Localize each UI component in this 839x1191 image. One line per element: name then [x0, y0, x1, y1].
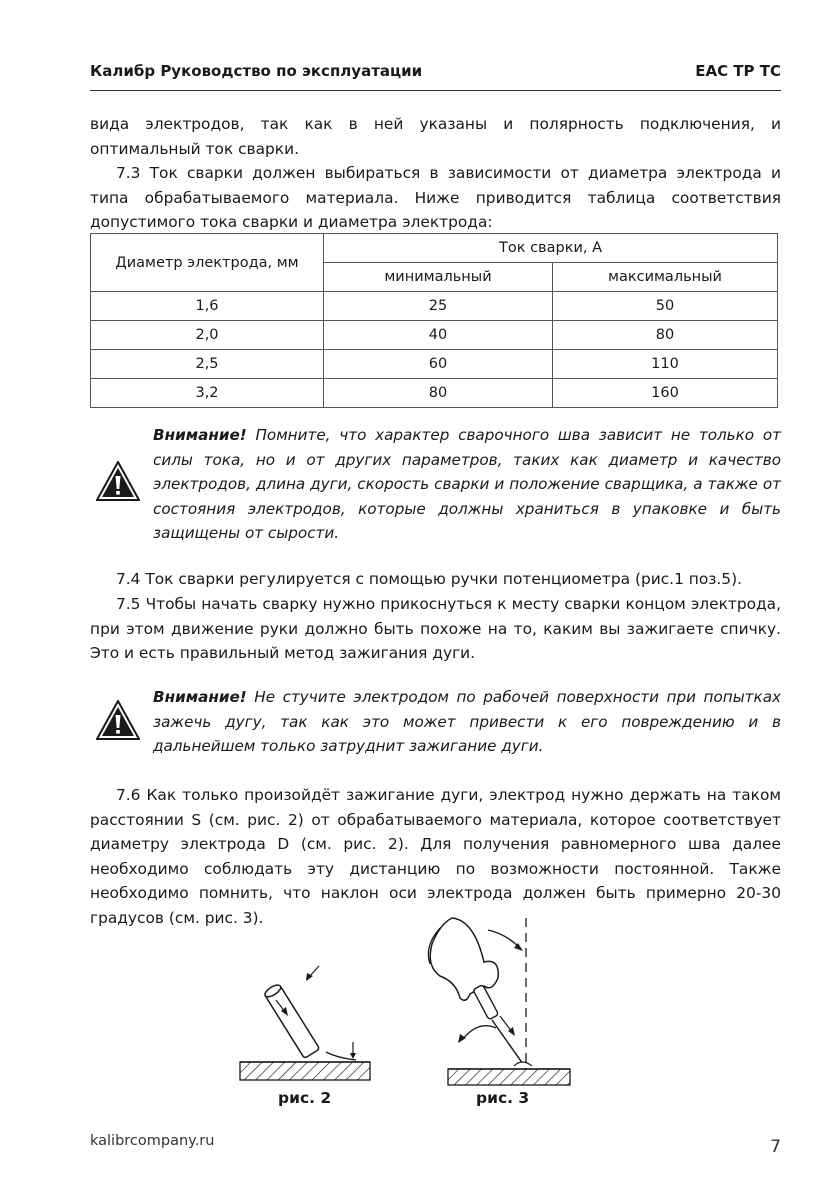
cell-max: 50 [553, 292, 778, 321]
cell-min: 80 [324, 379, 553, 408]
col-header-max: максимальный [553, 263, 778, 292]
current-table [90, 233, 778, 408]
cell-diameter: 2,0 [91, 321, 324, 350]
warning-icon [96, 700, 140, 740]
warning-label: Внимание! [153, 688, 247, 706]
figure-3-caption: рис. 3 [476, 1089, 530, 1107]
header-title: Калибр Руководство по эксплуатации [90, 62, 423, 80]
col-header-current: Ток сварки, А [324, 234, 778, 263]
paragraph-7-6: 7.6 Как только произойдёт зажигание дуги, электрод нужно держать на таком расстоянии S (см. рис. 2) от обрабатываемого материала, которое соответствует диаметру электрода D (см. рис. 2). Для получения равномерного шва далее необходимо соблюдать эту дистанцию по возможности постоянной. Также необходимо помнить, что наклон оси электрода должен быть примерно 20-30 градусов (см. рис. 3). [90, 786, 781, 927]
cell-max: 110 [553, 350, 778, 379]
warning-text: Не стучите электродом по рабочей поверхности при попытках зажечь дугу, так как это может привести к его повреждению и в дальнейшем только затруднит зажигание дуги. [153, 688, 781, 755]
table-row [91, 321, 778, 350]
intro-continuation: вида электродов, так как в ней указаны и полярность подключения, и оптимальный ток сварки. [90, 115, 781, 158]
page-number: 7 [770, 1137, 781, 1157]
warning-attention-2 [153, 685, 781, 759]
cell-max: 160 [553, 379, 778, 408]
figure-3-electrode-angle [428, 918, 570, 1085]
table-row [91, 379, 778, 408]
col-header-min: минимальный [324, 263, 553, 292]
warning-label: Внимание! [153, 426, 247, 444]
warning-text: Помните, что характер сварочного шва зависит не только от силы тока, но и от других параметров, таких как диаметр и качество электродов, длина дуги, скорость сварки и положение сварщика, а также от состояния электродов, которые должны храниться в упаковке и быть защищены от сырости. [153, 426, 781, 542]
col-header-diameter: Диаметр электрода, мм [91, 234, 324, 292]
warning-attention-1 [153, 423, 781, 546]
cell-min: 40 [324, 321, 553, 350]
cell-max: 80 [553, 321, 778, 350]
table-row [91, 350, 778, 379]
cell-diameter: 1,6 [91, 292, 324, 321]
cell-min: 25 [324, 292, 553, 321]
figure-2-electrode-distance [240, 966, 370, 1080]
header-certification: ЕАС ТР ТС [695, 62, 781, 80]
header-divider [90, 90, 781, 91]
footer-website: kalibrcompany.ru [90, 1133, 215, 1149]
paragraph-7-5: 7.5 Чтобы начать сварку нужно прикоснуться к месту сварки концом электрода, при этом движение руки должно быть похоже на то, каким вы зажигаете спичку. Это и есть правильный метод зажигания дуги. [90, 595, 781, 662]
paragraph-7-3: 7.3 Ток сварки должен выбираться в зависимости от диаметра электрода и типа обрабатываемого материала. Ниже приводится таблица соответствия допустимого тока сварки и диаметра электрода: [90, 164, 781, 231]
cell-min: 60 [324, 350, 553, 379]
cell-diameter: 3,2 [91, 379, 324, 408]
paragraph-7-4: 7.4 Ток сварки регулируется с помощью ручки потенциометра (рис.1 поз.5). [116, 570, 742, 588]
cell-diameter: 2,5 [91, 350, 324, 379]
warning-icon [96, 461, 140, 501]
figure-2-caption: рис. 2 [278, 1089, 332, 1107]
table-row [91, 292, 778, 321]
